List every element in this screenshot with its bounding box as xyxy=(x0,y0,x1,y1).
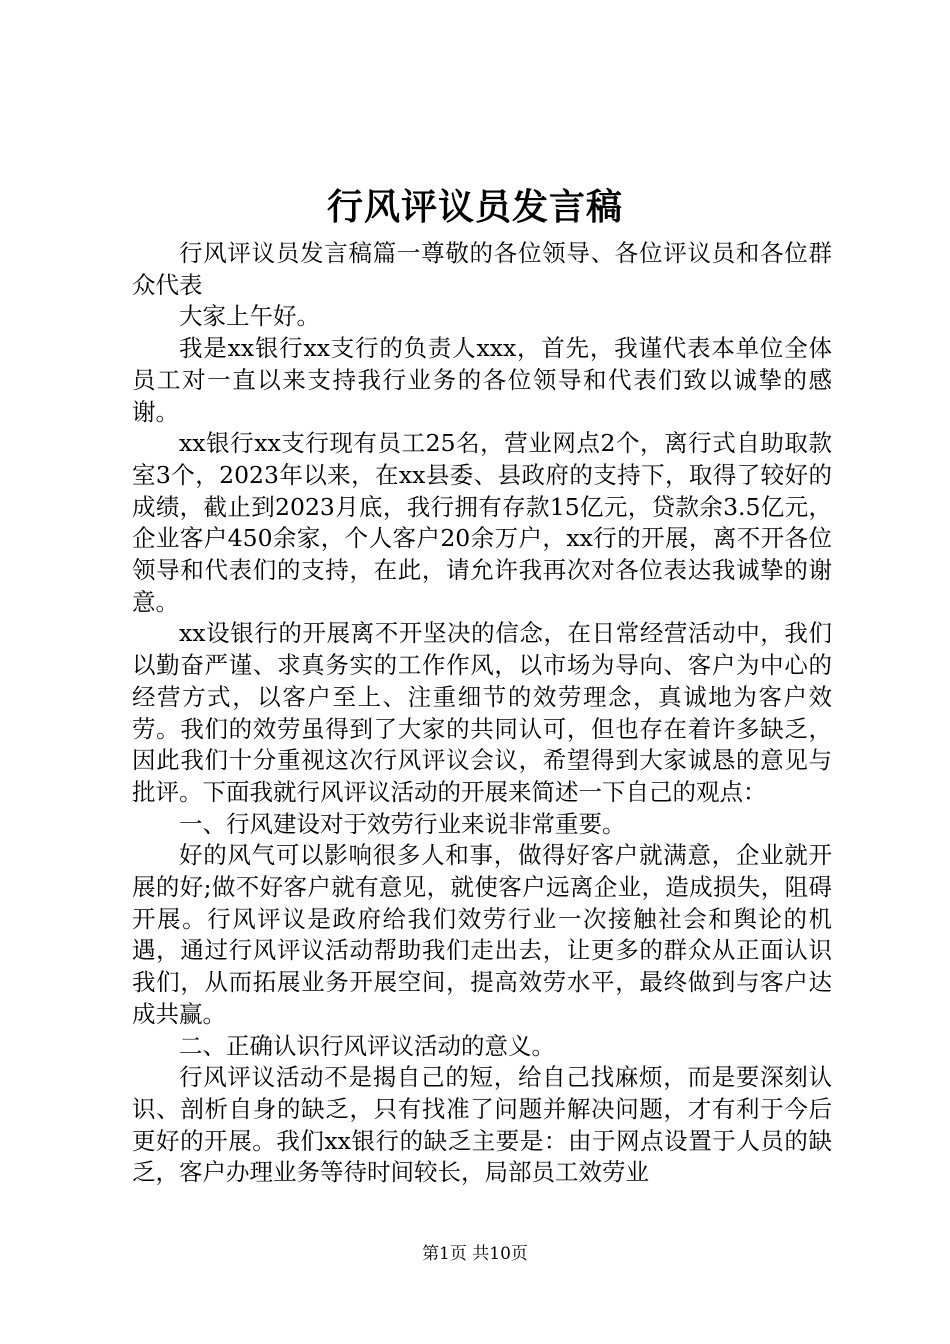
heading-point-one: 一、行风建设对于效劳行业来说非常重要。 xyxy=(179,809,626,838)
page-number-footer: 第1页 共10页 xyxy=(422,1244,528,1264)
paragraph-greeting: 行风评议员发言稿篇一尊敬的各位领导、各位评议员和各位群众代表 xyxy=(132,239,832,299)
paragraph-good-morning: 大家上午好。 xyxy=(179,302,320,331)
document-title: 行风评议员发言稿 xyxy=(326,186,623,228)
document-body xyxy=(132,238,832,1189)
paragraph-branch-overview: xx银行xx支行现有员工25名，营业网点2个，离行式自助取款室3个，2023年以来，在xx县委、县政府的支持下，取得了较好的成绩，截止到2023月底，我行拥有存款15亿元，贷款余3.5亿元，企业客户450余家，个人客户20余万户，xx行的开展，离不开各位领导和代表们的支持，在此，请允许我再次对各位表达我诚挚的谢意。 xyxy=(132,429,832,616)
paragraph-point-one: 好的风气可以影响很多人和事，做得好客户就满意，企业就开展的好;做不好客户就有意见，就使客户远离企业，造成损失，阻碍开展。行风评议是政府给我们效劳行业一次接触社会和舆论的机遇，通过行风评议活动帮助我们走出去，让更多的群众从正面认识我们，从而拓展业务开展空间，提高效劳水平，最终做到与客户达成共赢。 xyxy=(132,841,832,1028)
paragraph-introduction: 我是xx银行xx支行的负责人xxx，首先，我谨代表本单位全体员工对一直以来支持我行业务的各位领导和代表们致以诚挚的感谢。 xyxy=(132,334,832,426)
heading-point-two: 二、正确认识行风评议活动的意义。 xyxy=(179,1031,555,1060)
paragraph-service-philosophy: xx设银行的开展离不开坚决的信念，在日常经营活动中，我们以勤奋严谨、求真务实的工作作风，以市场为导向、客户为中心的经营方式，以客户至上、注重细节的效劳理念，真诚地为客户效劳。我们的效劳虽得到了大家的共同认可，但也存在着许多缺乏，因此我们十分重视这次行风评议会议，希望得到大家诚恳的意见与批评。下面我就行风评议活动的开展来简述一下自己的观点： xyxy=(132,619,832,806)
paragraph-point-two: 行风评议活动不是揭自己的短，给自己找麻烦，而是要深刻认识、剖析自身的缺乏，只有找准了问题并解决问题，才有利于今后更好的开展。我们xx银行的缺乏主要是：由于网点设置于人员的缺乏，客户办理业务等待时间较长，局部员工效劳业 xyxy=(132,1063,832,1187)
